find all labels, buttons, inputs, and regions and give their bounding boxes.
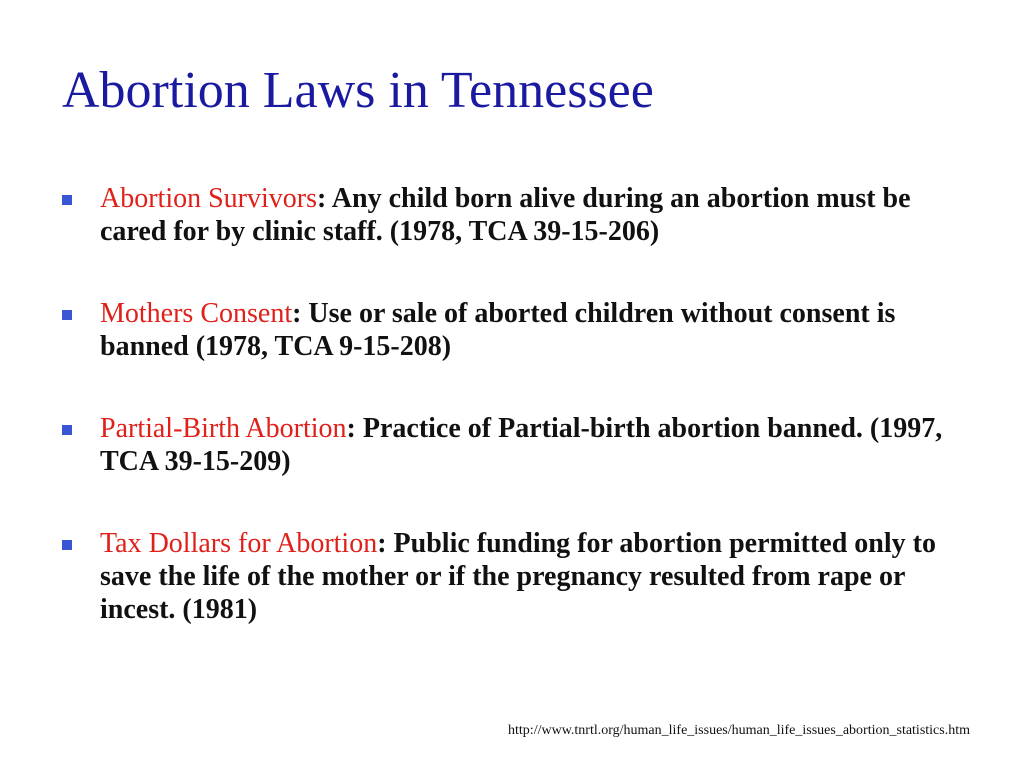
square-bullet-icon bbox=[62, 540, 72, 550]
slide-title: Abortion Laws in Tennessee bbox=[62, 62, 654, 119]
bullet-description: : Use or sale of aborted children without consent is banned (1978, TCA 9-15-208) bbox=[100, 298, 896, 362]
square-bullet-icon bbox=[62, 425, 72, 435]
source-url: http://www.tnrtl.org/human_life_issues/human_life_issues_abortion_statistics.htm bbox=[508, 723, 970, 738]
bullet-description: : Any child born alive during an abortion must be cared for by clinic staff. (1978, TCA 39-15-206) bbox=[100, 183, 911, 247]
bullet-term: Tax Dollars for Abortion bbox=[100, 528, 378, 559]
square-bullet-icon bbox=[62, 310, 72, 320]
bullet-description: : Practice of Partial-birth abortion banned. (1997, TCA 39-15-209) bbox=[100, 413, 943, 477]
bullet-item-tax-dollars bbox=[62, 527, 962, 626]
bullet-item-partial-birth-abortion bbox=[62, 412, 962, 478]
bullet-term: Partial-Birth Abortion bbox=[100, 413, 347, 444]
bullet-description: : Public funding for abortion permitted only to save the life of the mother or if the pregnancy resulted from rape or incest. (1981) bbox=[100, 528, 936, 625]
bullet-term: Mothers Consent bbox=[100, 298, 293, 329]
bullet-item-mothers-consent bbox=[62, 297, 962, 363]
bullet-term: Abortion Survivors bbox=[100, 183, 317, 214]
bullet-item-abortion-survivors bbox=[62, 182, 962, 248]
bullet-list bbox=[62, 182, 962, 675]
square-bullet-icon bbox=[62, 195, 72, 205]
